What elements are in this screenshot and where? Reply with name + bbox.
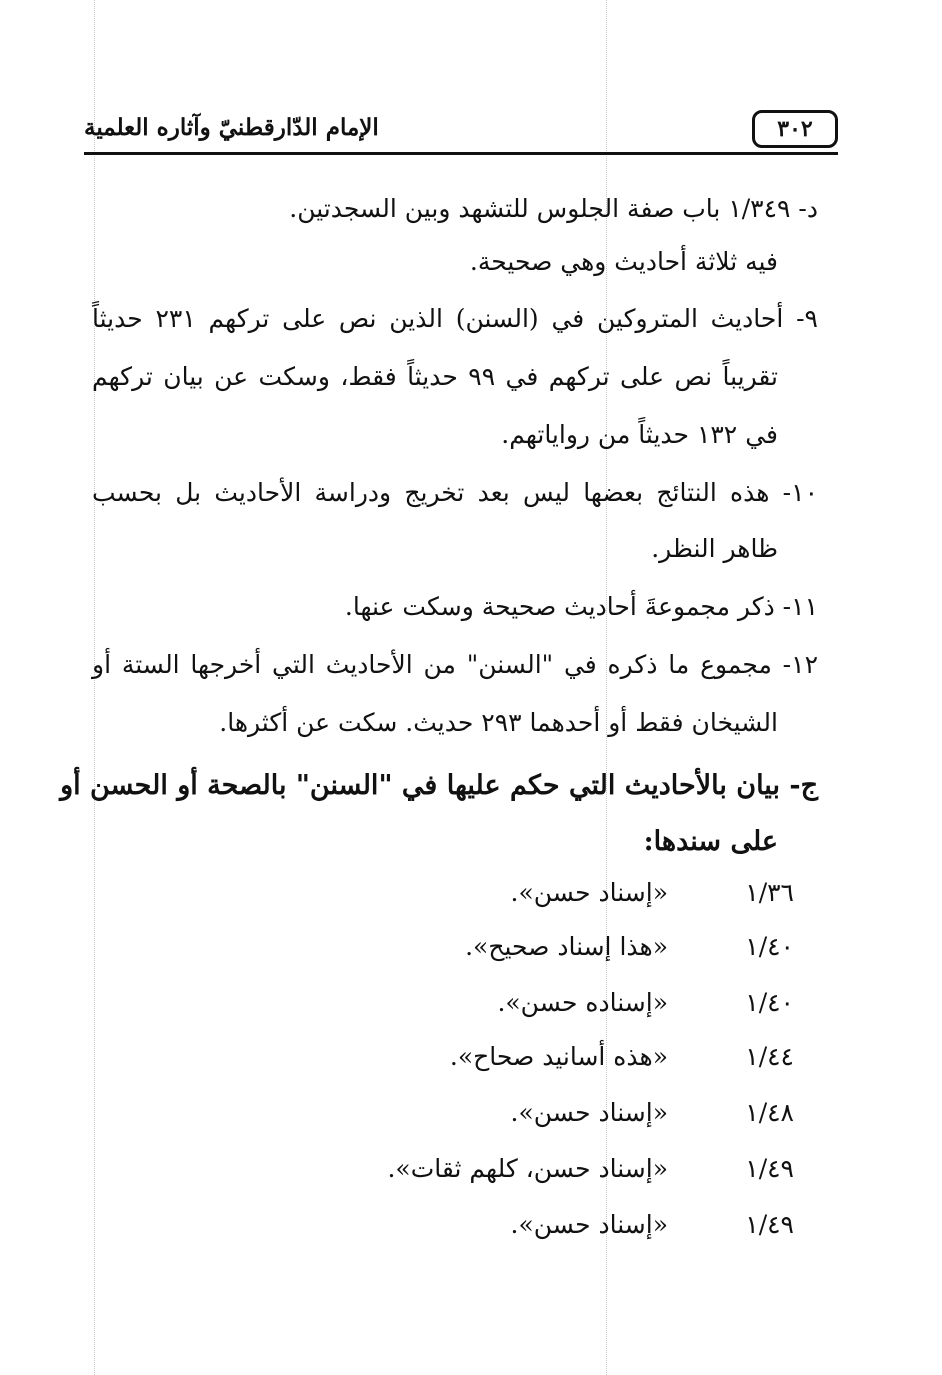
- text-line: ظاهر النظر.: [651, 534, 778, 563]
- volume-page-ref: ١/٤٠: [745, 932, 794, 961]
- text-line: الشيخان فقط أو أحدهما ٢٩٣ حديث. سكت عن أكثرها.: [219, 708, 778, 737]
- grading-quote: «هذا إسناد صحيح».: [465, 932, 668, 961]
- page-header: [84, 108, 838, 155]
- volume-page-ref: ١/٤٤: [745, 1042, 794, 1071]
- scan-streak: [94, 0, 95, 1375]
- text-line: د- ١/٣٤٩ باب صفة الجلوس للتشهد وبين السجدتين.: [289, 194, 818, 223]
- text-line: ٩- أحاديث المتروكين في (السنن) الذين نص على تركهم ٢٣١ حديثاً: [92, 304, 818, 333]
- volume-page-ref: ١/٤٩: [745, 1210, 794, 1239]
- grading-quote: «هذه أسانيد صحاح».: [449, 1042, 668, 1071]
- section-heading: على سندها:: [643, 826, 778, 857]
- text-line: ١٢- مجموع ما ذكره في "السنن" من الأحاديث التي أخرجها الستة أو: [92, 650, 818, 679]
- grading-quote: «إسناد حسن».: [510, 878, 668, 907]
- text-line: ١١- ذكر مجموعةَ أحاديث صحيحة وسكت عنها.: [344, 592, 818, 621]
- text-line: في ١٣٢ حديثاً من رواياتهم.: [501, 420, 778, 449]
- page-number-badge: ٣٠٢: [752, 110, 838, 148]
- text-line: ١٠- هذه النتائج بعضها ليس بعد تخريج ودراسة الأحاديث بل بحسب: [92, 478, 818, 507]
- volume-page-ref: ١/٤٠: [745, 988, 794, 1017]
- section-heading: ج- بيان بالأحاديث التي حكم عليها في "السنن" بالصحة أو الحسن أو: [60, 770, 818, 801]
- text-line: فيه ثلاثة أحاديث وهي صحيحة.: [469, 247, 778, 276]
- grading-quote: «إسناد حسن».: [510, 1098, 668, 1127]
- grading-quote: «إسناد حسن، كلهم ثقات».: [387, 1154, 668, 1183]
- text-line: تقريباً نص على تركهم في ٩٩ حديثاً فقط، وسكت عن بيان تركهم: [92, 362, 778, 391]
- volume-page-ref: ١/٤٨: [745, 1098, 794, 1127]
- grading-quote: «إسناد حسن».: [510, 1210, 668, 1239]
- running-title: الإمام الدّارقطنيّ وآثاره العلمية: [84, 114, 379, 141]
- volume-page-ref: ١/٣٦: [745, 878, 794, 907]
- volume-page-ref: ١/٤٩: [745, 1154, 794, 1183]
- grading-quote: «إسناده حسن».: [497, 988, 668, 1017]
